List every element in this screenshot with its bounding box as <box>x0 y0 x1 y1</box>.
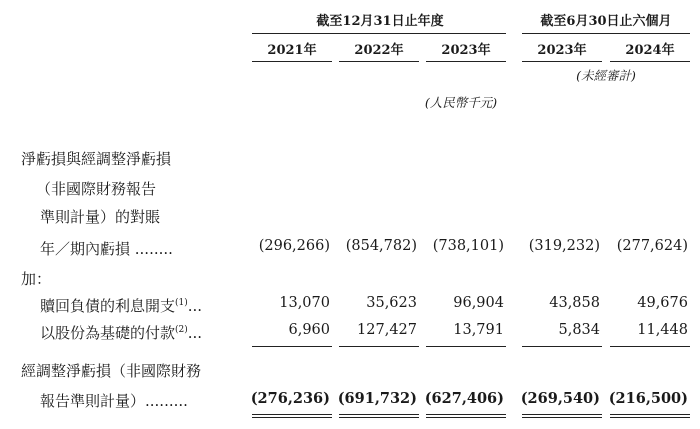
year-header-2024-6m: 2024年 <box>625 43 675 58</box>
net-loss-2023-6m: (319,232) <box>528 238 600 254</box>
subtotal-rule <box>522 346 602 347</box>
interest-2024-6m: 49,676 <box>637 295 688 311</box>
year-underline <box>610 61 690 62</box>
year-header-2023: 2023年 <box>441 43 491 58</box>
share-based-2022: 127,427 <box>357 322 417 338</box>
total-double-rule <box>426 414 506 415</box>
share-based-2021: 6,960 <box>288 322 330 338</box>
share-based-2023-6m: 5,834 <box>558 322 600 338</box>
total-double-rule <box>522 414 602 415</box>
year-header-2022: 2022年 <box>354 43 404 58</box>
total-double-rule <box>252 417 332 418</box>
header-group-fy-underline <box>252 33 506 34</box>
total-double-rule <box>339 414 419 415</box>
share-based-2023: 13,791 <box>453 322 504 338</box>
subtotal-rule <box>426 346 506 347</box>
subtotal-rule <box>339 346 419 347</box>
section-title-line3: 準則計量）的對賬 <box>40 208 161 226</box>
header-group-six-months: 截至6月30日止六個月 <box>540 14 672 29</box>
share-based-dots: ... <box>187 324 203 342</box>
share-based-label <box>40 322 202 343</box>
total-double-rule <box>339 417 419 418</box>
interest-expense-dots: ... <box>187 297 203 315</box>
year-underline <box>252 61 332 62</box>
total-double-rule <box>610 417 690 418</box>
adjusted-2022: (691,732) <box>337 390 417 407</box>
total-double-rule <box>252 414 332 415</box>
currency-note: (人民幣千元) <box>424 95 498 110</box>
adjusted-net-loss-label: 報告準則計量）......... <box>40 392 188 410</box>
footnote-2: (2) <box>175 325 188 335</box>
total-double-rule <box>426 417 506 418</box>
interest-2023-6m: 43,858 <box>549 295 600 311</box>
share-based-text: 以股份為基礎的付款 <box>40 324 176 342</box>
net-loss-2023: (738,101) <box>432 238 504 254</box>
interest-2022: 35,623 <box>366 295 417 311</box>
unaudited-note: (未經審計) <box>576 68 636 83</box>
header-group-fiscal-year: 截至12月31日止年度 <box>316 14 444 29</box>
year-underline <box>339 61 419 62</box>
interest-2021: 13,070 <box>279 295 330 311</box>
total-double-rule <box>610 414 690 415</box>
header-group-6m-underline <box>522 33 690 34</box>
net-loss-2021: (296,266) <box>258 238 330 254</box>
section-title-line1: 淨虧損與經調整淨虧損 <box>21 150 172 168</box>
year-underline <box>522 61 602 62</box>
share-based-2024-6m: 11,448 <box>637 322 688 338</box>
total-double-rule <box>522 417 602 418</box>
year-underline <box>426 61 506 62</box>
interest-expense-text: 贖回負債的利息開支 <box>40 297 176 315</box>
net-loss-2024-6m: (277,624) <box>616 238 688 254</box>
net-loss-label: 年／期內虧損 ........ <box>40 240 173 258</box>
adjusted-net-loss-line1: 經調整淨虧損（非國際財務 <box>21 362 202 380</box>
year-header-2021: 2021年 <box>267 43 317 58</box>
footnote-1: (1) <box>175 298 188 308</box>
interest-2023: 96,904 <box>453 295 504 311</box>
adjusted-2023: (627,406) <box>424 390 504 407</box>
add-label: 加： <box>21 270 52 288</box>
year-header-2023-6m: 2023年 <box>537 43 587 58</box>
adjusted-2021: (276,236) <box>250 390 330 407</box>
interest-expense-label <box>40 295 202 316</box>
adjusted-2023-6m: (269,540) <box>520 390 600 407</box>
net-loss-2022: (854,782) <box>345 238 417 254</box>
adjusted-2024-6m: (216,500) <box>608 390 688 407</box>
subtotal-rule <box>252 346 332 347</box>
subtotal-rule <box>610 346 690 347</box>
section-title-line2: （非國際財務報告 <box>36 180 157 198</box>
